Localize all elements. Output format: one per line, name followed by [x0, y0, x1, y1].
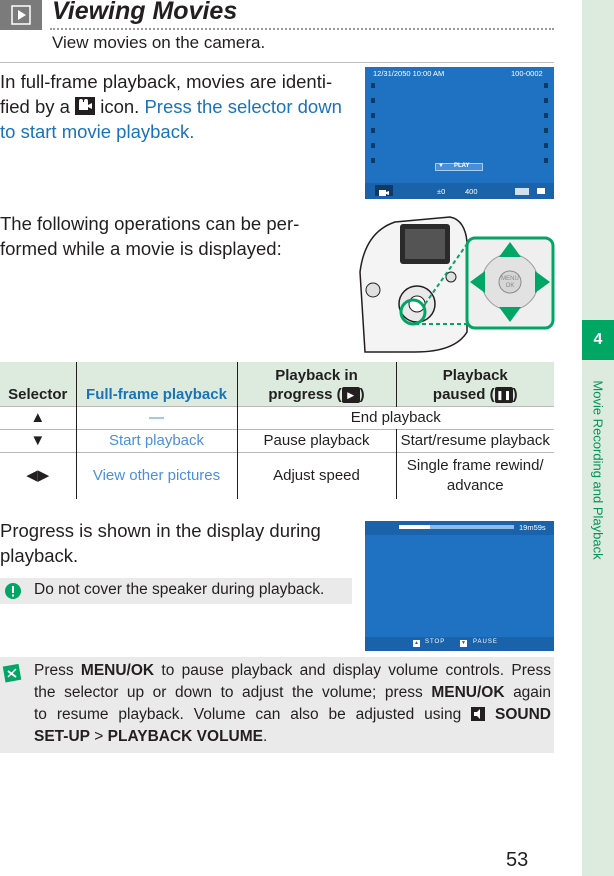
selector-down-arrow: ▼ [30, 432, 46, 449]
menu-ok-label: MENU/OK [80, 662, 155, 679]
screen-iso: 400 [465, 187, 478, 196]
intro-link-1: Press the selector down [144, 96, 342, 117]
progress-paragraph: Progress is shown in the display during playback. [0, 520, 321, 566]
tip-icon [2, 661, 24, 683]
tip-text: Press MENU/OK to pause playback and display volume controls. Press the selector up or down to adjust the volume; press MENU/OK again to resume playback. Volume can also be adjusted using SOUND SET-UP > PLAYBACK VOLUME. [34, 662, 552, 745]
sound-setup-icon [471, 707, 485, 721]
menu-ok-label: MENU/OK [431, 684, 505, 701]
page-subtitle: View movies on the camera. [52, 33, 266, 52]
play-icon: ▶ [342, 387, 360, 403]
pause-label: PAUSE [473, 639, 498, 645]
play-prompt: ▼ PLAY [435, 163, 483, 171]
intro-link-2: to start movie playback. [0, 121, 195, 142]
header-rule [0, 62, 554, 63]
col-full-frame: Full-frame playback [76, 362, 237, 406]
remaining-time: 19m59s [519, 523, 546, 532]
exposure-indicator: ±0 [437, 187, 446, 196]
image-quality-icon [515, 188, 529, 195]
intro-paragraph [0, 69, 352, 144]
table-row: ◀▶ View other pictures Adjust speed Single frame rewind/ advance [0, 452, 554, 499]
col-selector: Selector [8, 385, 68, 403]
progress-bar [399, 525, 514, 529]
col-in-progress: Playback in progress ( ▶ ) [237, 362, 396, 406]
page-title: Viewing Movies [52, 0, 238, 25]
playback-mode-icon [0, 0, 42, 30]
chapter-number: 4 [582, 320, 614, 360]
pause-icon: ❚❚ [495, 387, 513, 403]
selector-up-arrow: ▲ [30, 409, 46, 426]
table-row: ▲ — End playback [0, 406, 554, 429]
pause-button-icon: ▼ [461, 640, 466, 646]
chapter-tab [582, 0, 614, 876]
stop-label: STOP [425, 639, 446, 645]
col-paused: Playback paused (❚❚) [396, 362, 554, 406]
svg-text:OK: OK [505, 283, 515, 289]
battery-icon [537, 188, 545, 194]
screen-frame-number: 100-0002 [511, 69, 543, 78]
page-number: 53 [506, 849, 529, 871]
caution-text: Do not cover the speaker during playback. [34, 581, 325, 598]
tip-note [0, 657, 554, 753]
selector-left-right-arrows: ◀▶ [26, 466, 50, 484]
stop-button-icon: ▲ [414, 640, 419, 646]
operations-intro: The following operations can be per- formed while a movie is displayed: [0, 213, 300, 259]
caution-note [0, 578, 352, 604]
table-header-row [0, 362, 554, 406]
intro-line-2: fied by a icon. Press the selector down [0, 96, 342, 117]
operations-table [0, 362, 554, 499]
svg-text:MENU: MENU [501, 276, 519, 282]
camera-selector-illustration [355, 212, 555, 354]
movie-icon [75, 97, 95, 115]
table-row: ▼ Start playback Pause playback Start/resume playback [0, 429, 554, 452]
progress-bar-fill [399, 525, 430, 529]
screen-datetime: 12/31/2050 10:00 AM [373, 69, 445, 78]
intro-line-1: In full-frame playback, movies are identi- [0, 71, 333, 92]
title-divider [50, 28, 554, 30]
chapter-title: Movie Recording and Playback [590, 380, 606, 560]
movie-icon-screen [375, 185, 393, 196]
movie-playback-screen [365, 521, 554, 651]
playback-screen [365, 67, 554, 199]
caution-icon [4, 582, 22, 600]
